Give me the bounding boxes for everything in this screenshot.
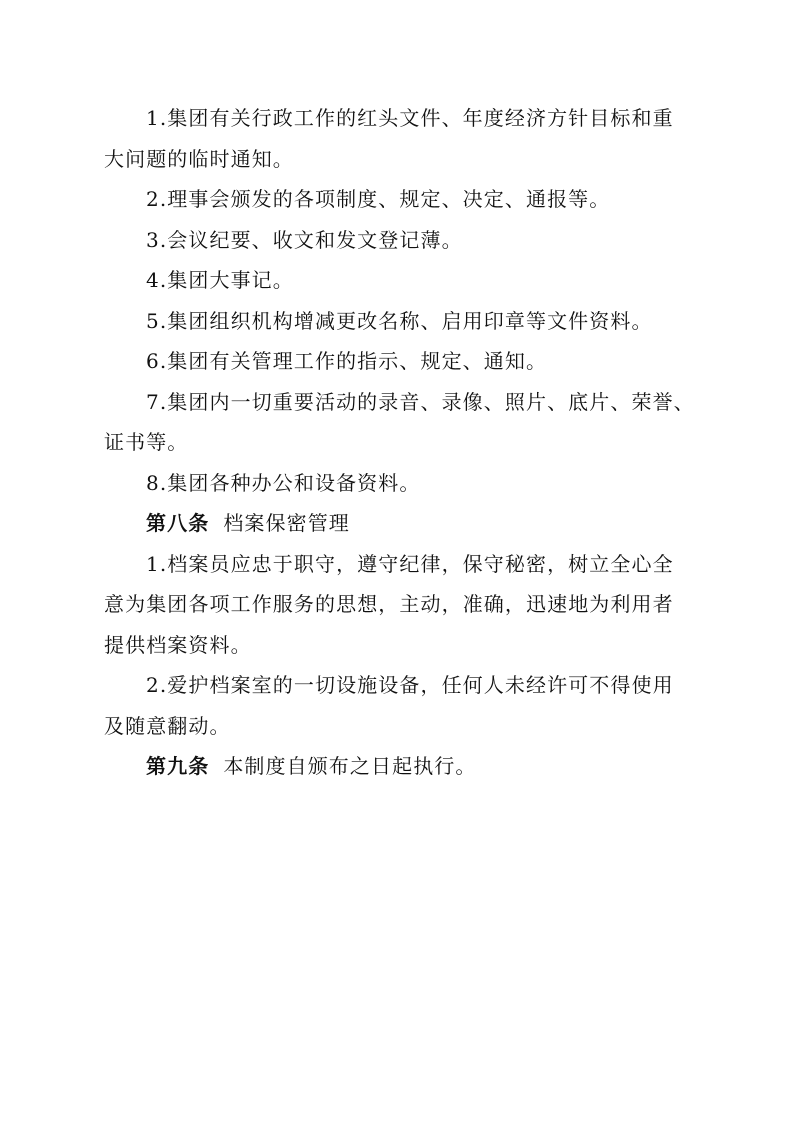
list-item [104,665,689,746]
article-8-number: 第八条 [146,511,210,535]
paragraph-line: 及随意翻动。 [104,713,231,738]
paragraph-line: 3.会议纪要、收文和发文登记薄。 [146,227,463,252]
paragraph-line: 提供档案资料。 [104,632,252,657]
article-9-line [104,746,689,787]
paragraph-line: 意为集团各项工作服务的思想，主动，准确，迅速地为利用者 [104,592,674,616]
paragraph-line: 大问题的临时通知。 [104,146,294,171]
article-9-text: 本制度自颁布之日起执行。 [223,754,477,778]
article-8-title: 档案保密管理 [223,511,350,535]
list-item [104,98,689,179]
list-item [104,220,689,261]
paragraph-line: 8.集团各种办公和设备资料。 [146,470,421,495]
list-item [104,260,689,301]
list-item [104,544,689,666]
paragraph-line: 7.集团内一切重要活动的录音、录像、照片、底片、荣誉、 [146,389,695,414]
article-8-heading-line [104,503,689,544]
paragraph-line: 1.档案员应忠于职守，遵守纪律，保守秘密，树立全心全 [146,551,674,576]
paragraph-line: 4.集团大事记。 [146,268,294,292]
paragraph-line: 5.集团组织机构增减更改名称、启用印章等文件资料。 [146,308,653,333]
list-item [104,179,689,220]
paragraph-line: 证书等。 [104,430,189,454]
list-item [104,382,695,463]
list-item [104,341,689,382]
list-item [104,301,689,342]
paragraph-line: 2.爱护档案室的一切设施设备，任何人未经许可不得使用 [146,673,674,697]
paragraph-line: 2.理事会颁发的各项制度、规定、决定、通报等。 [146,187,611,211]
article-9-number: 第九条 [146,754,210,778]
paragraph-line: 1.集团有关行政工作的红头文件、年度经济方针目标和重 [146,106,674,130]
paragraph-line: 6.集团有关管理工作的指示、规定、通知。 [146,349,548,373]
list-item [104,463,689,504]
